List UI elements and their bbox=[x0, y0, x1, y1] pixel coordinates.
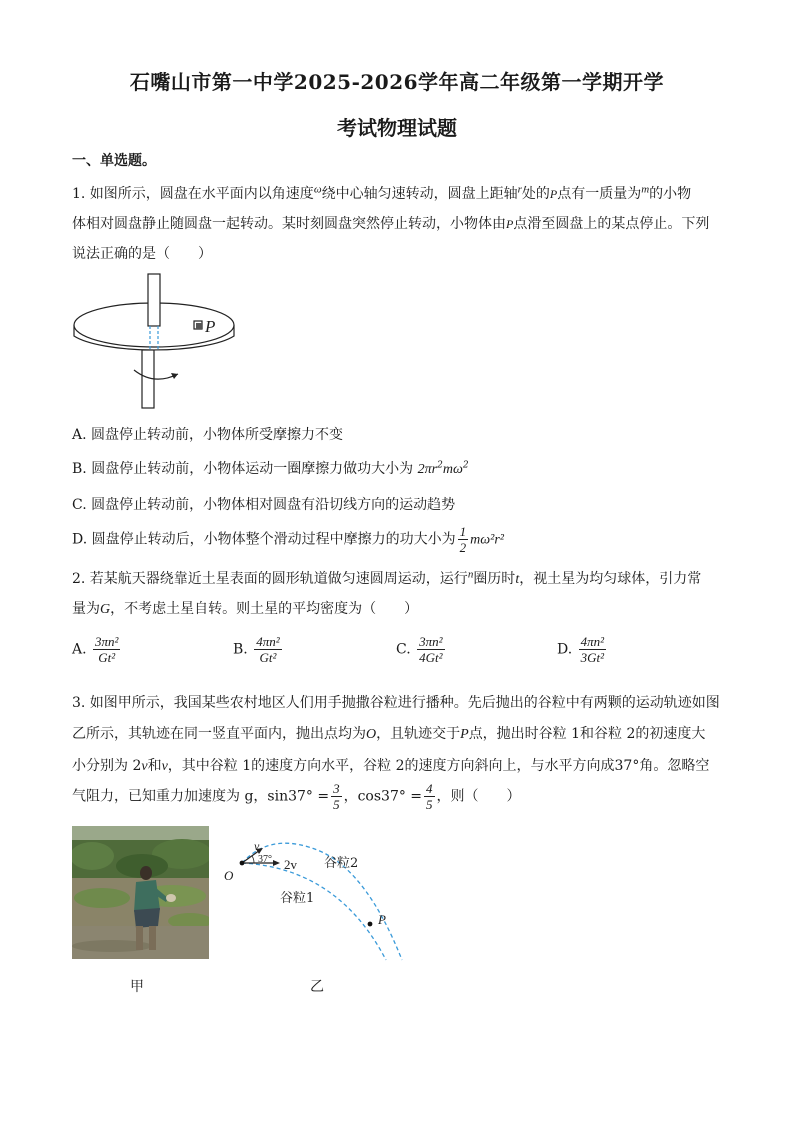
fraction bbox=[424, 781, 435, 812]
v-symbol: v bbox=[161, 759, 168, 774]
q2-option-b bbox=[233, 634, 284, 665]
velocity-2v-arrowhead bbox=[273, 860, 280, 866]
fraction bbox=[579, 634, 606, 665]
q1-option-b-text: B. 圆盘停止转动前，小物体运动一圈摩擦力做功大小为 bbox=[72, 461, 414, 477]
option-label: B. bbox=[233, 641, 248, 658]
q1-line3: 说法正确的是（ ） bbox=[72, 246, 212, 262]
q1-option-b-math: 2πr bbox=[417, 462, 438, 477]
superscript: 2 bbox=[462, 460, 469, 471]
q3-text: 点，抛出时谷粒 1和谷粒 2的初速度大 bbox=[468, 726, 706, 742]
angle-arc bbox=[252, 856, 254, 863]
farmer-photo-illustration bbox=[72, 826, 209, 959]
fraction bbox=[417, 634, 444, 665]
q3-line2 bbox=[72, 723, 705, 743]
superscript: 2 bbox=[437, 460, 443, 471]
q1-text: 的小物 bbox=[649, 186, 692, 202]
q1-text: 体相对圆盘静止随圆盘一起转动。某时刻圆盘突然停止转动，小物体由 bbox=[72, 216, 506, 232]
v2-label: 2v bbox=[284, 857, 297, 872]
denominator: 4Gt² bbox=[419, 650, 443, 665]
q3-text: ，其中谷粒 1的速度方向水平，谷粒 2的速度方向斜向上，与水平方向成37°角。忽略空 bbox=[167, 758, 710, 774]
q2-line1 bbox=[72, 568, 701, 588]
v-symbol: v bbox=[141, 759, 148, 774]
fraction bbox=[93, 634, 120, 665]
fraction bbox=[331, 781, 342, 812]
q2-text: ，不考虑土星自转。则土星的平均密度为（ ） bbox=[110, 601, 419, 617]
p-label: P bbox=[378, 912, 386, 927]
p-symbol: P bbox=[460, 727, 469, 742]
small-object-shade bbox=[196, 323, 202, 329]
numerator: 3 bbox=[333, 781, 340, 796]
exam-title-line1: 石嘴山市第一中学2025-2026学年高二年级第一学期开学 bbox=[129, 70, 665, 94]
q3-text: 和 bbox=[147, 758, 162, 774]
axle-upper bbox=[148, 274, 160, 326]
p-symbol: P bbox=[506, 217, 514, 231]
q1-option-d bbox=[72, 524, 504, 555]
fraction bbox=[458, 524, 469, 555]
q3-text: 气阻力，已知重力加速度为 g，sin37° = bbox=[72, 788, 330, 805]
farmer-sowing-photo bbox=[72, 826, 209, 959]
q3-text: 乙所示，其轨迹在同一竖直平面内，抛出点均为 bbox=[72, 726, 366, 742]
r-symbol: r bbox=[517, 183, 522, 196]
option-label: C. bbox=[396, 641, 411, 658]
q1-line1 bbox=[72, 183, 691, 203]
q2-text: 量为 bbox=[72, 601, 100, 617]
caption-yi: 乙 bbox=[310, 979, 324, 995]
denominator: 5 bbox=[426, 797, 433, 812]
numerator: 4πn² bbox=[580, 634, 605, 649]
q2-text: 2. 若某航天器绕靠近土星表面的圆形轨道做匀速圆周运动，运行 bbox=[72, 571, 468, 587]
q2-option-c bbox=[396, 634, 447, 665]
q2-option-d bbox=[557, 634, 608, 665]
q1-text: 绕中心轴匀速转动，圆盘上距轴 bbox=[321, 186, 518, 202]
o-symbol: O bbox=[366, 727, 377, 742]
rotating-disk-figure bbox=[70, 270, 250, 415]
numerator: 4 bbox=[426, 781, 433, 796]
q1-text: 点有一质量为 bbox=[557, 186, 642, 202]
p-symbol: P bbox=[549, 187, 558, 201]
q1-option-b bbox=[72, 458, 469, 478]
n-symbol: n bbox=[467, 568, 474, 581]
numerator: 3πn² bbox=[419, 634, 443, 649]
v-label: v bbox=[254, 839, 260, 853]
q2-option-a bbox=[72, 634, 122, 665]
option-label: D. bbox=[557, 641, 573, 658]
q3-text: ，且轨迹交于 bbox=[376, 726, 461, 742]
grain2-label: 谷粒2 bbox=[324, 856, 359, 871]
q2-line2 bbox=[72, 598, 418, 618]
denominator: 2 bbox=[459, 540, 467, 555]
q3-text: ，cos37° = bbox=[343, 788, 423, 805]
q1-line2 bbox=[72, 213, 709, 233]
q3-text: 小分别为 2 bbox=[72, 758, 142, 774]
q3-text: ，则（ ） bbox=[436, 788, 521, 805]
denominator: Gt² bbox=[259, 650, 277, 665]
q1-option-d-text: D. 圆盘停止转动后，小物体整个滑动过程中摩擦力的功大小为 bbox=[72, 531, 456, 548]
omega-symbol: ω bbox=[313, 183, 322, 196]
q1-option-b-math2: mω bbox=[442, 462, 463, 477]
q2-text: 圈历时 bbox=[473, 571, 516, 587]
point-p bbox=[368, 922, 373, 927]
option-label: A. bbox=[72, 641, 87, 658]
q1-text: 处的 bbox=[521, 186, 550, 202]
q3-line4 bbox=[72, 781, 521, 812]
point-o bbox=[240, 861, 245, 866]
rotation-arrow bbox=[134, 370, 178, 379]
exam-title-line2: 考试物理试题 bbox=[337, 116, 457, 140]
q3-line1: 3. 如图甲所示，我国某些农村地区人们用手抛撒谷粒进行播种。先后抛出的谷粒中有两颗的运动轨迹如图 bbox=[72, 695, 720, 711]
point-p-label: P bbox=[205, 317, 216, 336]
caption-jia: 甲 bbox=[130, 979, 144, 995]
grain1-label: 谷粒1 bbox=[280, 891, 315, 906]
q1-option-c: C. 圆盘停止转动前，小物体相对圆盘有沿切线方向的运动趋势 bbox=[72, 497, 456, 513]
numerator: 4πn² bbox=[256, 634, 280, 649]
numerator: 1 bbox=[459, 524, 467, 539]
angle-label: 37° bbox=[258, 854, 272, 865]
fraction bbox=[254, 634, 281, 665]
section-heading: 一、单选题。 bbox=[72, 153, 156, 169]
denominator: 5 bbox=[333, 797, 340, 812]
o-label: O bbox=[224, 868, 234, 883]
g-symbol: G bbox=[100, 602, 111, 617]
t-symbol: t bbox=[515, 572, 520, 587]
q3-line3 bbox=[72, 755, 709, 775]
denominator: Gt² bbox=[98, 650, 116, 665]
q1-option-a: A. 圆盘停止转动前，小物体所受摩擦力不变 bbox=[72, 427, 344, 443]
grain1-trajectory bbox=[242, 863, 386, 960]
trajectory-diagram bbox=[218, 838, 413, 968]
m-symbol: m bbox=[641, 183, 650, 196]
q1-option-d-math: mω²r² bbox=[470, 532, 504, 548]
q1-text: 点滑至圆盘上的某点停止。下列 bbox=[513, 216, 710, 232]
numerator: 3πn² bbox=[95, 634, 119, 649]
q2-text: ，视土星为均匀球体，引力常 bbox=[519, 571, 702, 587]
q1-text: 1. 如图所示，圆盘在水平面内以角速度 bbox=[72, 186, 314, 202]
denominator: 3Gt² bbox=[580, 650, 605, 665]
